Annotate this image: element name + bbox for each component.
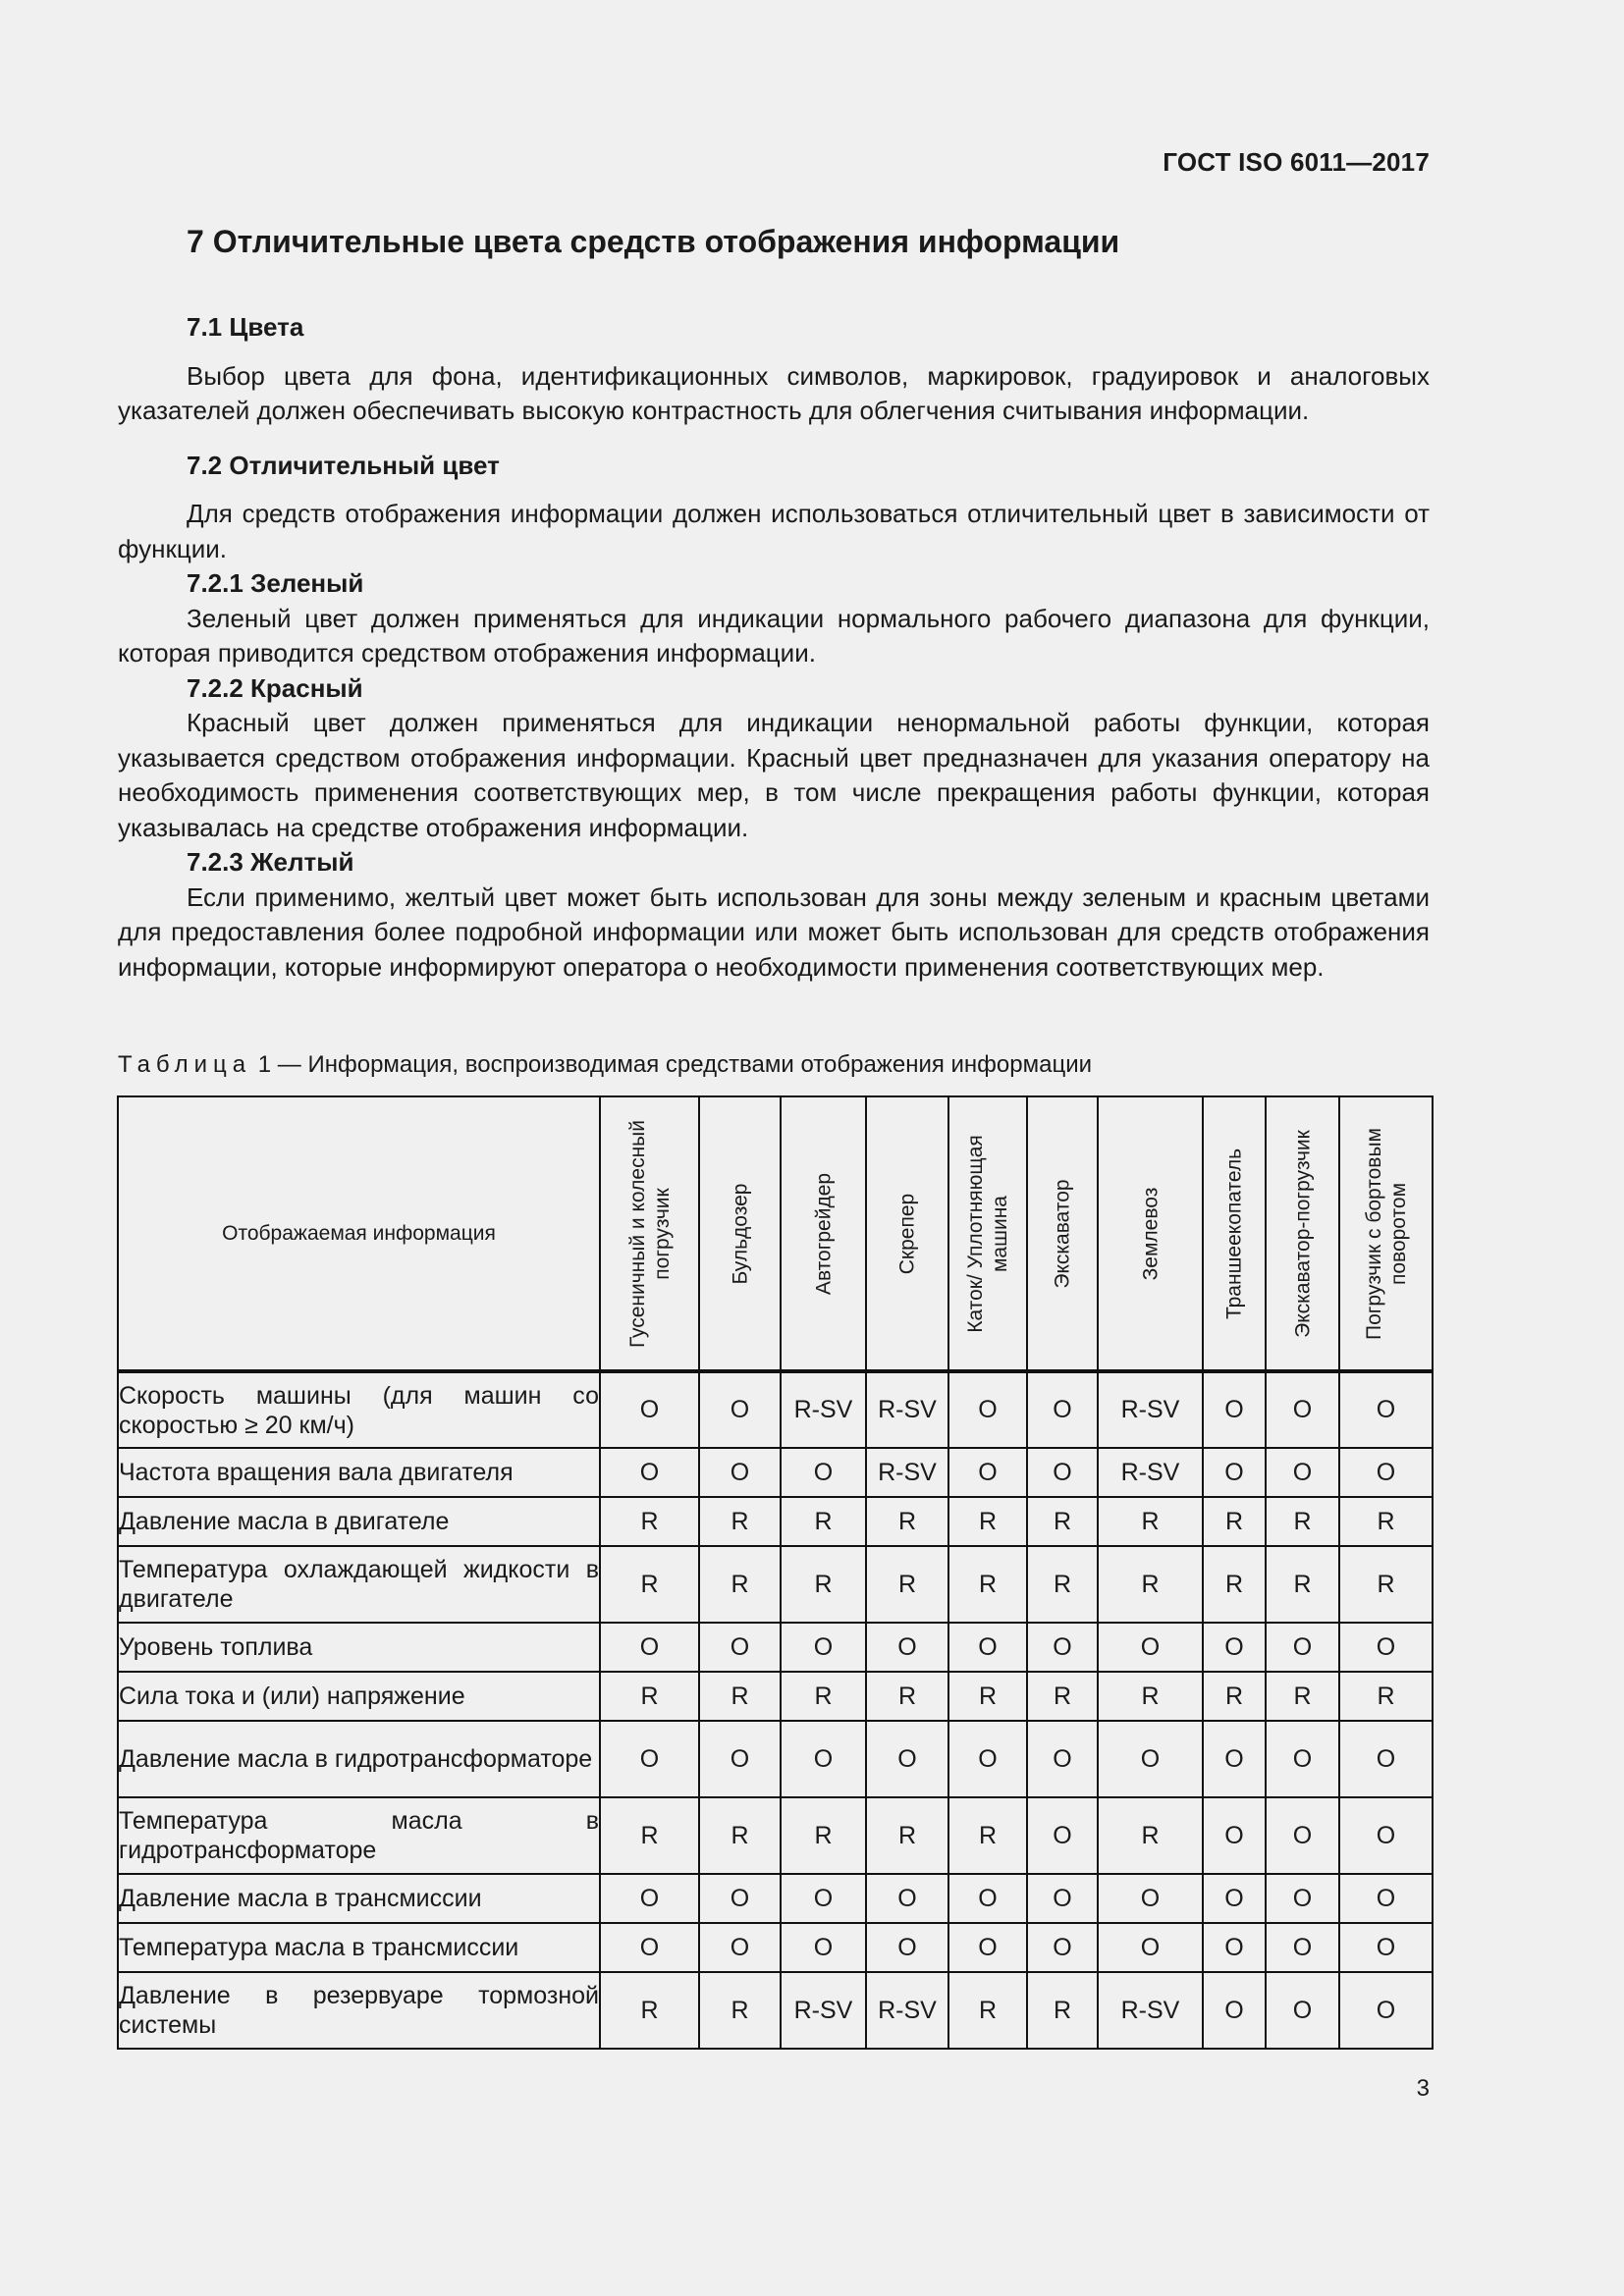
- subsection-7-2-1-text: Зеленый цвет должен применяться для индикации нормального рабочего диапазона для функции, которая приводится средством отображения информации.: [118, 603, 1430, 667]
- table-cell: O: [781, 1923, 866, 1972]
- row-label: Сила тока и (или) напряжение: [118, 1672, 600, 1721]
- subsection-7-2-title: 7.2 Отличительный цвет: [187, 450, 500, 480]
- row-label: Температура масла в трансмиссии: [118, 1923, 600, 1972]
- table-cell: R: [948, 1546, 1027, 1623]
- table-cell: O: [1027, 1623, 1098, 1672]
- table-caption: [118, 1051, 1092, 1079]
- section-body: [118, 310, 1430, 985]
- column-header-grader: Автогрейдер: [781, 1096, 866, 1371]
- table-cell: R: [600, 1797, 699, 1874]
- column-header-roller: Каток/ Уплотняющая машина: [948, 1096, 1027, 1371]
- table-cell: R: [699, 1546, 781, 1623]
- table-cell: R: [866, 1546, 948, 1623]
- table-cell: R-SV: [866, 1972, 948, 2049]
- table-header-row: [118, 1096, 1433, 1371]
- table-cell: R: [699, 1797, 781, 1874]
- table-cell: R: [948, 1972, 1027, 2049]
- table-cell: R-SV: [1098, 1371, 1203, 1448]
- table-cell: O: [1203, 1448, 1266, 1497]
- table-cell: O: [781, 1721, 866, 1797]
- column-header-skid-steer-loader: Погрузчик с бортовым поворотом: [1339, 1096, 1433, 1371]
- table-row: [118, 1923, 1433, 1972]
- table-cell: O: [866, 1721, 948, 1797]
- table-cell: O: [1027, 1923, 1098, 1972]
- page-number: 3: [1416, 2075, 1430, 2102]
- row-label: Давление масла в гидротрансформаторе: [118, 1721, 600, 1797]
- table-cell: O: [1339, 1923, 1433, 1972]
- row-label: Температура масла в гидротрансформаторе: [118, 1797, 600, 1874]
- table-cell: R: [699, 1672, 781, 1721]
- table-cell: R: [1203, 1546, 1266, 1623]
- table-cell: O: [600, 1371, 699, 1448]
- subsection-7-2-3-title: 7.2.3 Желтый: [187, 847, 354, 877]
- table-row: [118, 1448, 1433, 1497]
- table-cell: R-SV: [781, 1371, 866, 1448]
- table-cell: R: [1339, 1546, 1433, 1623]
- table-cell: O: [600, 1923, 699, 1972]
- table-row: [118, 1623, 1433, 1672]
- table-cell: O: [1027, 1448, 1098, 1497]
- info-table: [117, 1095, 1434, 2050]
- table-cell: R: [600, 1497, 699, 1546]
- table-cell: O: [699, 1721, 781, 1797]
- section-title: 7 Отличительные цвета средств отображения информации: [187, 224, 1120, 259]
- table-cell: R: [1098, 1497, 1203, 1546]
- row-label: Температура охлаждающей жидкости в двигателе: [118, 1546, 600, 1623]
- table-cell: O: [866, 1623, 948, 1672]
- table-cell: O: [1027, 1874, 1098, 1923]
- table-cell: O: [1203, 1371, 1266, 1448]
- table-cell: R: [1027, 1672, 1098, 1721]
- table-cell: O: [948, 1874, 1027, 1923]
- table-cell: O: [866, 1923, 948, 1972]
- row-label: Давление масла в трансмиссии: [118, 1874, 600, 1923]
- table-cell: O: [1027, 1721, 1098, 1797]
- table-cell: O: [699, 1923, 781, 1972]
- table-cell: O: [1266, 1874, 1339, 1923]
- table-cell: R: [781, 1672, 866, 1721]
- table-cell: R: [866, 1797, 948, 1874]
- subsection-7-2-text: Для средств отображения информации должен использоваться отличительный цвет в зависимости от функции.: [118, 499, 1430, 563]
- table-cell: O: [948, 1448, 1027, 1497]
- table-cell: O: [1098, 1721, 1203, 1797]
- table-cell: R: [1027, 1497, 1098, 1546]
- table-cell: O: [699, 1623, 781, 1672]
- table-cell: O: [1339, 1721, 1433, 1797]
- table-cell: R: [1339, 1672, 1433, 1721]
- table-cell: R: [781, 1497, 866, 1546]
- table-row: [118, 1546, 1433, 1623]
- table-cell: R: [1098, 1546, 1203, 1623]
- table-cell: R: [781, 1546, 866, 1623]
- table-cell: R-SV: [781, 1972, 866, 2049]
- table-cell: R-SV: [866, 1448, 948, 1497]
- table-cell: R: [699, 1972, 781, 2049]
- column-header-crawler-wheel-loader: Гусеничный и колесный погрузчик: [600, 1096, 699, 1371]
- table-cell: O: [781, 1623, 866, 1672]
- table-cell: R: [781, 1797, 866, 1874]
- table-cell: O: [699, 1448, 781, 1497]
- table-row: [118, 1721, 1433, 1797]
- table-cell: O: [1266, 1721, 1339, 1797]
- table-row: [118, 1672, 1433, 1721]
- table-cell: O: [1203, 1874, 1266, 1923]
- table-cell: O: [1203, 1923, 1266, 1972]
- table-cell: O: [600, 1874, 699, 1923]
- row-label: Уровень топлива: [118, 1623, 600, 1672]
- table-row: [118, 1371, 1433, 1448]
- table-cell: R: [1339, 1497, 1433, 1546]
- table-cell: R: [1098, 1797, 1203, 1874]
- table-cell: O: [1098, 1623, 1203, 1672]
- table-cell: R-SV: [1098, 1972, 1203, 2049]
- table-cell: R: [948, 1497, 1027, 1546]
- column-header-bulldozer: Бульдозер: [699, 1096, 781, 1371]
- table-cell: R: [600, 1546, 699, 1623]
- column-header-dumper: Землевоз: [1098, 1096, 1203, 1371]
- row-label: Давление в резервуаре тормозной системы: [118, 1972, 600, 2049]
- table-cell: R: [866, 1672, 948, 1721]
- table-cell: O: [1339, 1448, 1433, 1497]
- table-cell: O: [1339, 1874, 1433, 1923]
- table-cell: R: [1203, 1497, 1266, 1546]
- table-cell: O: [948, 1371, 1027, 1448]
- table-cell: O: [1266, 1923, 1339, 1972]
- table-row: [118, 1797, 1433, 1874]
- table-cell: O: [1203, 1797, 1266, 1874]
- table-cell: O: [781, 1874, 866, 1923]
- table-cell: O: [600, 1721, 699, 1797]
- table-cell: O: [1339, 1623, 1433, 1672]
- row-label: Скорость машины (для машин со скоростью ≥ 20 км/ч): [118, 1371, 600, 1448]
- row-label: Давление масла в двигателе: [118, 1497, 600, 1546]
- table-cell: O: [866, 1874, 948, 1923]
- table-cell: O: [1339, 1972, 1433, 2049]
- table-cell: O: [1266, 1448, 1339, 1497]
- table-cell: O: [699, 1874, 781, 1923]
- subsection-7-1-text: Выбор цвета для фона, идентификационных символов, маркировок, градуировок и аналоговых указателей должен обеспечивать высокую контрастность для облегчения считывания информации.: [118, 360, 1430, 425]
- table-row: [118, 1972, 1433, 2049]
- table-caption-word: Таблица: [118, 1051, 252, 1078]
- column-header-backhoe-loader: Экскаватор-погрузчик: [1266, 1096, 1339, 1371]
- table-cell: O: [948, 1923, 1027, 1972]
- table-cell: O: [1203, 1972, 1266, 2049]
- table-cell: O: [1027, 1797, 1098, 1874]
- table-cell: O: [1339, 1797, 1433, 1874]
- subsection-7-2-2-title: 7.2.2 Красный: [187, 672, 363, 703]
- table-row: [118, 1497, 1433, 1546]
- table-cell: O: [948, 1623, 1027, 1672]
- table-row: [118, 1874, 1433, 1923]
- table-cell: O: [1266, 1371, 1339, 1448]
- table-cell: O: [948, 1721, 1027, 1797]
- subsection-7-2-1-title: 7.2.1 Зеленый: [187, 568, 364, 598]
- subsection-7-1-title: 7.1 Цвета: [187, 312, 304, 342]
- column-header-scraper: Скрепер: [866, 1096, 948, 1371]
- column-header-excavator: Экскаватор: [1027, 1096, 1098, 1371]
- table-cell: O: [1027, 1371, 1098, 1448]
- table-cell: O: [1339, 1371, 1433, 1448]
- table-cell: O: [699, 1371, 781, 1448]
- table-cell: R: [1266, 1672, 1339, 1721]
- table-cell: O: [781, 1448, 866, 1497]
- row-label: Частота вращения вала двигателя: [118, 1448, 600, 1497]
- document-code: ГОСТ ISO 6011—2017: [1163, 147, 1430, 177]
- table-cell: R: [948, 1797, 1027, 1874]
- table-cell: R: [1203, 1672, 1266, 1721]
- table-cell: O: [600, 1623, 699, 1672]
- table-cell: O: [1266, 1623, 1339, 1672]
- table-cell: R: [1266, 1546, 1339, 1623]
- table-cell: R: [600, 1972, 699, 2049]
- column-header-trencher: Траншеекопатель: [1203, 1096, 1266, 1371]
- table-cell: R: [1027, 1546, 1098, 1623]
- table-cell: R: [1027, 1972, 1098, 2049]
- table-cell: R: [1266, 1497, 1339, 1546]
- table-cell: R-SV: [866, 1371, 948, 1448]
- column-header-info: Отображаемая информация: [118, 1096, 600, 1371]
- table-cell: O: [1203, 1623, 1266, 1672]
- table-cell: R: [948, 1672, 1027, 1721]
- table-cell: O: [1098, 1874, 1203, 1923]
- table-cell: R: [600, 1672, 699, 1721]
- table-cell: R: [1098, 1672, 1203, 1721]
- table-cell: O: [1098, 1923, 1203, 1972]
- table-cell: O: [1203, 1721, 1266, 1797]
- table-cell: O: [1266, 1797, 1339, 1874]
- table-cell: O: [1266, 1972, 1339, 2049]
- table-cell: R-SV: [1098, 1448, 1203, 1497]
- table-cell: O: [600, 1448, 699, 1497]
- subsection-7-2-3-text: Если применимо, желтый цвет может быть использован для зоны между зеленым и красным цветами для предоставления более подробной информации или может быть использован для средств отображения информации, которые информируют оператора о необходимости применения соответствующих мер.: [118, 881, 1430, 982]
- subsection-7-2-2-text: Красный цвет должен применяться для индикации ненормальной работы функции, которая указывается средством отображения информации. Красный цвет предназначен для указания оператору на необходимость применения соответствующих мер, в том числе прекращения работы функции, которая указывалась на средстве отображения информации.: [118, 708, 1430, 842]
- table-cell: R: [866, 1497, 948, 1546]
- table-caption-text: 1 — Информация, воспроизводимая средствами отображения информации: [257, 1051, 1093, 1078]
- table-cell: R: [699, 1497, 781, 1546]
